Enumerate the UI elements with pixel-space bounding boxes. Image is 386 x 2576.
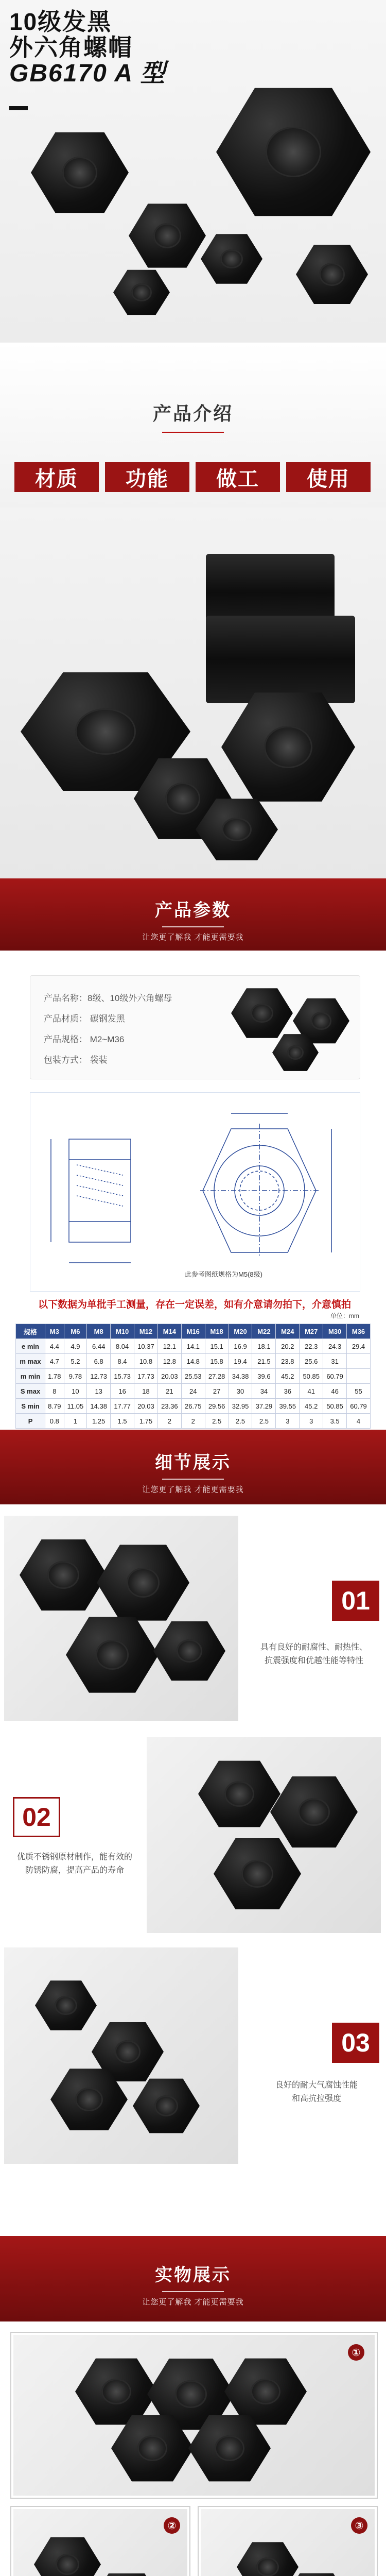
hex-nut-image (129, 201, 206, 270)
detail-number-1: 01 (332, 1581, 379, 1621)
hex-nut-image (214, 1835, 301, 1912)
spec-cell (347, 1369, 371, 1384)
spec-name: 产品名称：8级、10级外六角螺母 (44, 993, 172, 1003)
spec-cell: 0.8 (45, 1414, 64, 1429)
spec-cell: 6.44 (87, 1339, 111, 1354)
spec-header-cell: M10 (111, 1324, 134, 1339)
thread-lines (77, 1165, 123, 1206)
spec-cell: 46 (323, 1384, 347, 1399)
detail-photo-2 (147, 1737, 381, 1933)
spec-cell: 60.79 (347, 1399, 371, 1414)
spec-cell: 24.3 (323, 1339, 347, 1354)
spec-cell: 3 (300, 1414, 323, 1429)
spec-cell: 21 (157, 1384, 181, 1399)
spec-cell: 9.78 (64, 1369, 87, 1384)
spec-cell: 39.55 (276, 1399, 300, 1414)
hex-nut-image (231, 986, 293, 1040)
detail-divider (162, 1479, 224, 1480)
spec-header-cell: M24 (276, 1324, 300, 1339)
feature-function: 功能 (105, 462, 189, 492)
spec-cell: 8.79 (45, 1399, 64, 1414)
spec-cell: 5.2 (64, 1354, 87, 1369)
spec-cell: 1.5 (111, 1414, 134, 1429)
detail-subtitle: 让您更了解我 才能更需要我 (142, 1485, 244, 1494)
spec-cell: 25.6 (300, 1354, 323, 1369)
spec-cell: 26.75 (181, 1399, 205, 1414)
spec-cell: 14.8 (181, 1354, 205, 1369)
spec-cell: 8 (45, 1384, 64, 1399)
hex-nut-image (270, 1773, 358, 1851)
hex-nut-image (31, 129, 129, 216)
spec-cell: 55 (347, 1384, 371, 1399)
spec-cell: 16 (111, 1384, 134, 1399)
spec-cell: 4 (347, 1414, 371, 1429)
spec-cell: 13 (87, 1384, 111, 1399)
spec-size: 产品规格： M2~M36 (44, 1035, 125, 1044)
table-row (16, 1399, 371, 1414)
spec-cell: 17.73 (134, 1369, 158, 1384)
spec-material: 产品材质： 碳钢发黑 (44, 1014, 125, 1024)
spec-header-cell: M16 (181, 1324, 205, 1339)
real-title: 实物展示 (155, 2265, 231, 2285)
spec-cell: 34.38 (229, 1369, 252, 1384)
hex-nut-image (296, 242, 368, 307)
spec-cell: 2.5 (229, 1414, 252, 1429)
detail-text-2 (5, 1851, 144, 1877)
spec-cell: 12.1 (157, 1339, 181, 1354)
real-subtitle: 让您更了解我 才能更需要我 (142, 2298, 244, 2307)
spec-cell: 14.38 (87, 1399, 111, 1414)
spec-cell: 2 (157, 1414, 181, 1429)
spec-cell: 20.2 (276, 1339, 300, 1354)
spec-cell: 24 (181, 1384, 205, 1399)
spec-cell: 4.4 (45, 1339, 64, 1354)
spec-cell: 10.8 (134, 1354, 158, 1369)
intro-title: 产品介绍 (152, 403, 233, 424)
spec-header-cell: M12 (134, 1324, 158, 1339)
feature-workmanship: 做工 (196, 462, 280, 492)
hex-nut-image (206, 616, 355, 703)
spec-cell: 2.5 (205, 1414, 229, 1429)
table-row (16, 1414, 371, 1429)
spec-cell: 50.85 (323, 1399, 347, 1414)
spec-cell: 60.79 (323, 1369, 347, 1384)
spec-cell: 1.75 (134, 1414, 158, 1429)
spec-header-cell: M30 (323, 1324, 347, 1339)
real-label-1: ① (348, 2344, 364, 2361)
feature-material: 材质 (14, 462, 99, 492)
detail-banner (0, 1430, 386, 1504)
params-divider (162, 926, 224, 927)
spec-cell: 31 (323, 1354, 347, 1369)
spec-cell: 2.5 (252, 1414, 276, 1429)
spec-cell: 36 (276, 1384, 300, 1399)
spec-cell: 27 (205, 1384, 229, 1399)
real-photo-1 (11, 2333, 377, 2498)
spec-cell: 23.36 (157, 1399, 181, 1414)
hex-nut-image (153, 1619, 225, 1683)
detail-text-2-line1: 优质不锈钢原材制作，能有效的 (16, 1853, 132, 1861)
spec-cell: 32.95 (229, 1399, 252, 1414)
spec-cell: 15.1 (205, 1339, 229, 1354)
spec-header-cell: M27 (300, 1324, 323, 1339)
real-section (0, 2321, 386, 2576)
spec-cell: 25.53 (181, 1369, 205, 1384)
spec-table (15, 1324, 371, 1429)
spec-cell: 4.9 (64, 1339, 87, 1354)
spec-row-label: S min (16, 1399, 45, 1414)
spec-row-label: P (16, 1414, 45, 1429)
spec-cell: 30 (229, 1384, 252, 1399)
spec-header-cell: M14 (157, 1324, 181, 1339)
spec-packaging: 包装方式： 袋装 (44, 1055, 108, 1065)
spec-header-cell: M22 (252, 1324, 276, 1339)
feature-row (14, 462, 371, 492)
spec-cell: 12.73 (87, 1369, 111, 1384)
spec-cell: 45.2 (300, 1399, 323, 1414)
detail-text-2-line2: 防锈防腐，提高产品的寿命 (25, 1866, 124, 1875)
spec-header-cell: M3 (45, 1324, 64, 1339)
detail-title: 细节展示 (155, 1453, 231, 1472)
spec-cell: 1.25 (87, 1414, 111, 1429)
spec-table-header (16, 1324, 371, 1339)
params-section (0, 951, 386, 1430)
spec-cell: 8.04 (111, 1339, 134, 1354)
spec-table-body (16, 1339, 371, 1429)
spec-cell: 22.3 (300, 1339, 323, 1354)
spec-cell: 3 (276, 1414, 300, 1429)
spec-header-cell: M20 (229, 1324, 252, 1339)
spec-cell: 18.1 (252, 1339, 276, 1354)
real-photo-3 (199, 2507, 377, 2576)
spec-header-cell: M6 (64, 1324, 87, 1339)
spec-cell: 41 (300, 1384, 323, 1399)
spec-header-cell: M18 (205, 1324, 229, 1339)
hero-accent-bar (9, 106, 28, 110)
real-label-2: ② (164, 2517, 180, 2534)
hex-nut-image (201, 232, 262, 286)
detail-text-3-line2: 和高抗拉强度 (291, 2094, 341, 2103)
spec-cell: 20.03 (134, 1399, 158, 1414)
detail-section (0, 1504, 386, 2236)
table-row (16, 1369, 371, 1384)
spec-row-label: e min (16, 1339, 45, 1354)
detail-text-1-line2: 抗震强度和优越性能等特性 (264, 1656, 363, 1665)
hex-nut-image (237, 2540, 299, 2576)
spec-cell: 15.8 (205, 1354, 229, 1369)
spec-cell: 10 (64, 1384, 87, 1399)
params-subtitle: 让您更了解我 才能更需要我 (142, 933, 244, 942)
spec-cell: 18 (134, 1384, 158, 1399)
hex-nut-image (113, 268, 170, 317)
spec-cell: 11.05 (64, 1399, 87, 1414)
spec-header-cell: 规格 (16, 1324, 45, 1339)
drawing-svg (30, 1093, 360, 1291)
spec-cell: 1 (64, 1414, 87, 1429)
detail-text-1 (247, 1641, 381, 1668)
spec-cell: 8.4 (111, 1354, 134, 1369)
hex-nut-image (35, 1978, 97, 2032)
spec-cell: 29.4 (347, 1339, 371, 1354)
spec-cell: 3.5 (323, 1414, 347, 1429)
params-title: 产品参数 (155, 901, 231, 920)
spec-cell: 23.8 (276, 1354, 300, 1369)
params-banner (0, 878, 386, 951)
detail-photo-3 (4, 1947, 238, 2164)
intro-section (0, 343, 386, 507)
real-photo-2 (11, 2507, 189, 2576)
spec-row-label: m min (16, 1369, 45, 1384)
detail-photo-1 (4, 1516, 238, 1721)
spec-box (30, 975, 360, 1079)
spec-lines (44, 988, 172, 1071)
spec-cell: 20.03 (157, 1369, 181, 1384)
hero-title-line3: GB6170 A 型 (9, 60, 166, 88)
hero-title-line1: 10级发黑 (9, 8, 112, 35)
spec-cell: 37.29 (252, 1399, 276, 1414)
spec-cell: 16.9 (229, 1339, 252, 1354)
hex-nut-image (97, 1541, 189, 1624)
spec-cell: 34 (252, 1384, 276, 1399)
technical-drawing (30, 1092, 360, 1292)
measurement-warning: 以下数据为单批手工测量，存在一定误差，如有介意请勿拍下，介意慎拍 (38, 1299, 351, 1310)
spec-header-cell: M8 (87, 1324, 111, 1339)
spec-cell: 14.1 (181, 1339, 205, 1354)
product-showcase (0, 507, 386, 878)
hex-nut-image (133, 2076, 200, 2136)
feature-usage: 使用 (286, 462, 371, 492)
spec-cell: 50.85 (300, 1369, 323, 1384)
spec-cell: 15.73 (111, 1369, 134, 1384)
hero-title (9, 9, 166, 87)
spec-header-cell: M36 (347, 1324, 371, 1339)
side-view-body (69, 1139, 131, 1242)
spec-cell: 45.2 (276, 1369, 300, 1384)
spec-row-label: S max (16, 1384, 45, 1399)
spec-cell: 27.28 (205, 1369, 229, 1384)
table-row (16, 1384, 371, 1399)
detail-text-3 (252, 2079, 381, 2106)
unit-note: 单位：mm (330, 1312, 359, 1319)
drawing-note: 此参考图纸规格为M5(8级) (185, 1270, 262, 1278)
spec-cell: 21.5 (252, 1354, 276, 1369)
spec-cell: 4.7 (45, 1354, 64, 1369)
spec-cell: 39.6 (252, 1369, 276, 1384)
spec-cell: 10.37 (134, 1339, 158, 1354)
detail-number-3: 03 (332, 2023, 379, 2063)
intro-divider (162, 432, 224, 433)
spec-cell: 1.78 (45, 1369, 64, 1384)
spec-cell: 2 (181, 1414, 205, 1429)
spec-cell (347, 1354, 371, 1369)
table-row (16, 1339, 371, 1354)
spec-row-label: m max (16, 1354, 45, 1369)
spec-cell: 29.56 (205, 1399, 229, 1414)
hex-nut-image (221, 688, 355, 806)
real-divider (162, 2291, 224, 2292)
hex-nut-image (91, 2571, 163, 2576)
hex-nut-image (216, 82, 371, 222)
spec-cell: 17.77 (111, 1399, 134, 1414)
detail-text-1-line1: 具有良好的耐腐性、耐热性、 (260, 1643, 367, 1652)
spec-cell: 6.8 (87, 1354, 111, 1369)
hex-nut-image (34, 2535, 101, 2576)
hero-title-line2: 外六角螺帽 (9, 33, 133, 61)
hero-banner (0, 0, 386, 343)
detail-text-3-line1: 良好的耐大气腐蚀性能 (275, 2081, 358, 2090)
hex-nut-image (66, 1614, 159, 1696)
real-label-3: ③ (351, 2517, 367, 2534)
real-banner (0, 2236, 386, 2321)
table-row (16, 1354, 371, 1369)
spec-cell: 19.4 (229, 1354, 252, 1369)
hex-nut-image (198, 1758, 280, 1830)
detail-number-2: 02 (13, 1797, 60, 1837)
spec-cell: 12.8 (157, 1354, 181, 1369)
hex-nut-image (20, 1536, 107, 1614)
